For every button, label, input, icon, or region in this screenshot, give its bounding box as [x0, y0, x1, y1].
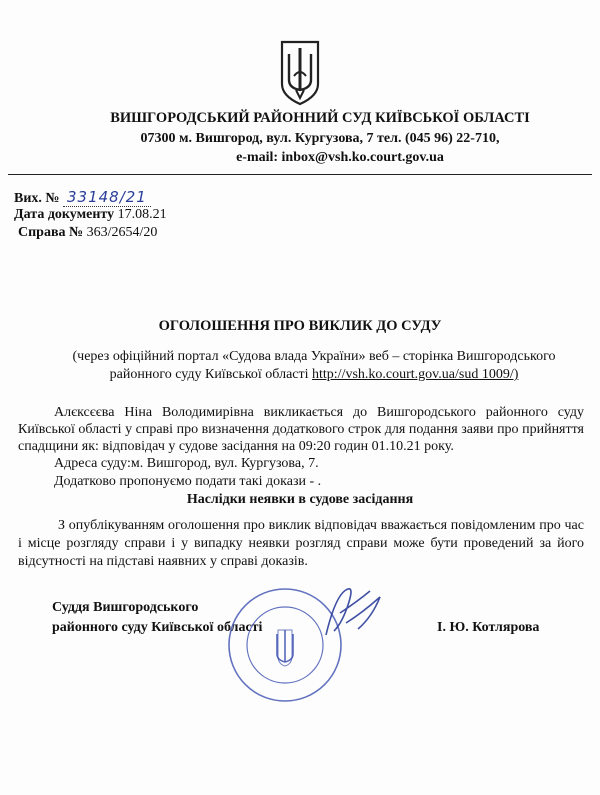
date-label: Дата документу	[14, 207, 115, 222]
outgoing-number-row	[14, 188, 151, 207]
evidence-line: Додатково пропонуємо подати такі докази - .	[54, 474, 322, 489]
outgoing-number-handwritten: 33148/21	[63, 188, 151, 207]
trident-emblem-icon	[276, 38, 324, 106]
court-address: 07300 м. Вишгород, вул. Кургузова, 7 тел. (045 96) 22-710,	[140, 131, 500, 146]
judge-signature	[318, 583, 390, 643]
document-date-row	[14, 207, 167, 223]
case-number-row	[18, 225, 157, 241]
court-name: ВИШГОРОДСЬКИЙ РАЙОННИЙ СУД КИЇВСЬКОЇ ОБЛАСТІ	[110, 110, 530, 126]
outgoing-label: Вих. №	[14, 191, 60, 206]
portal-info	[40, 348, 588, 384]
header-divider	[8, 174, 592, 175]
judge-position-line2: районного суду Київської області	[52, 620, 263, 635]
case-value: 363/2654/20	[86, 225, 158, 240]
summons-paragraph: Алєксєєва Ніна Володимирівна викликається до Вишгородського районного суду Київської області у справі про визначення додаткового строк для подання заяви про прийняття спадщини як: відповідач у судове засідання на 09:20 годин 01.10.21 року.	[18, 405, 584, 454]
judge-position-line1: Суддя Вишгородського	[52, 600, 199, 615]
consequences-paragraph: З опублікуванням оголошення про виклик відповідач вважається повідомленим про час і місце розгляду справи і у випадку неявки розгляд справи може бути проведений за його відсутності на підставі наявних у справі доказів.	[18, 518, 584, 569]
portal-text: (через офіційний портал «Судова влада України» веб – сторінка Вишгородського районного суду Київської області	[72, 349, 556, 382]
case-label: Справа №	[18, 225, 84, 240]
date-value: 17.08.21	[117, 207, 167, 222]
judge-name: І. Ю. Котлярова	[437, 620, 540, 635]
consequences-title: Наслідки неявки в судове засідання	[186, 492, 414, 507]
notice-title: ОГОЛОШЕННЯ ПРО ВИКЛИК ДО СУДУ	[158, 318, 442, 334]
court-email: e-mail: inbox@vsh.ko.court.gov.ua	[236, 150, 444, 165]
portal-link[interactable]: http://vsh.ko.court.gov.ua/sud 1009/)	[312, 367, 519, 382]
court-address-line: Адреса суду:м. Вишгород, вул. Кургузова, 7.	[54, 456, 319, 471]
